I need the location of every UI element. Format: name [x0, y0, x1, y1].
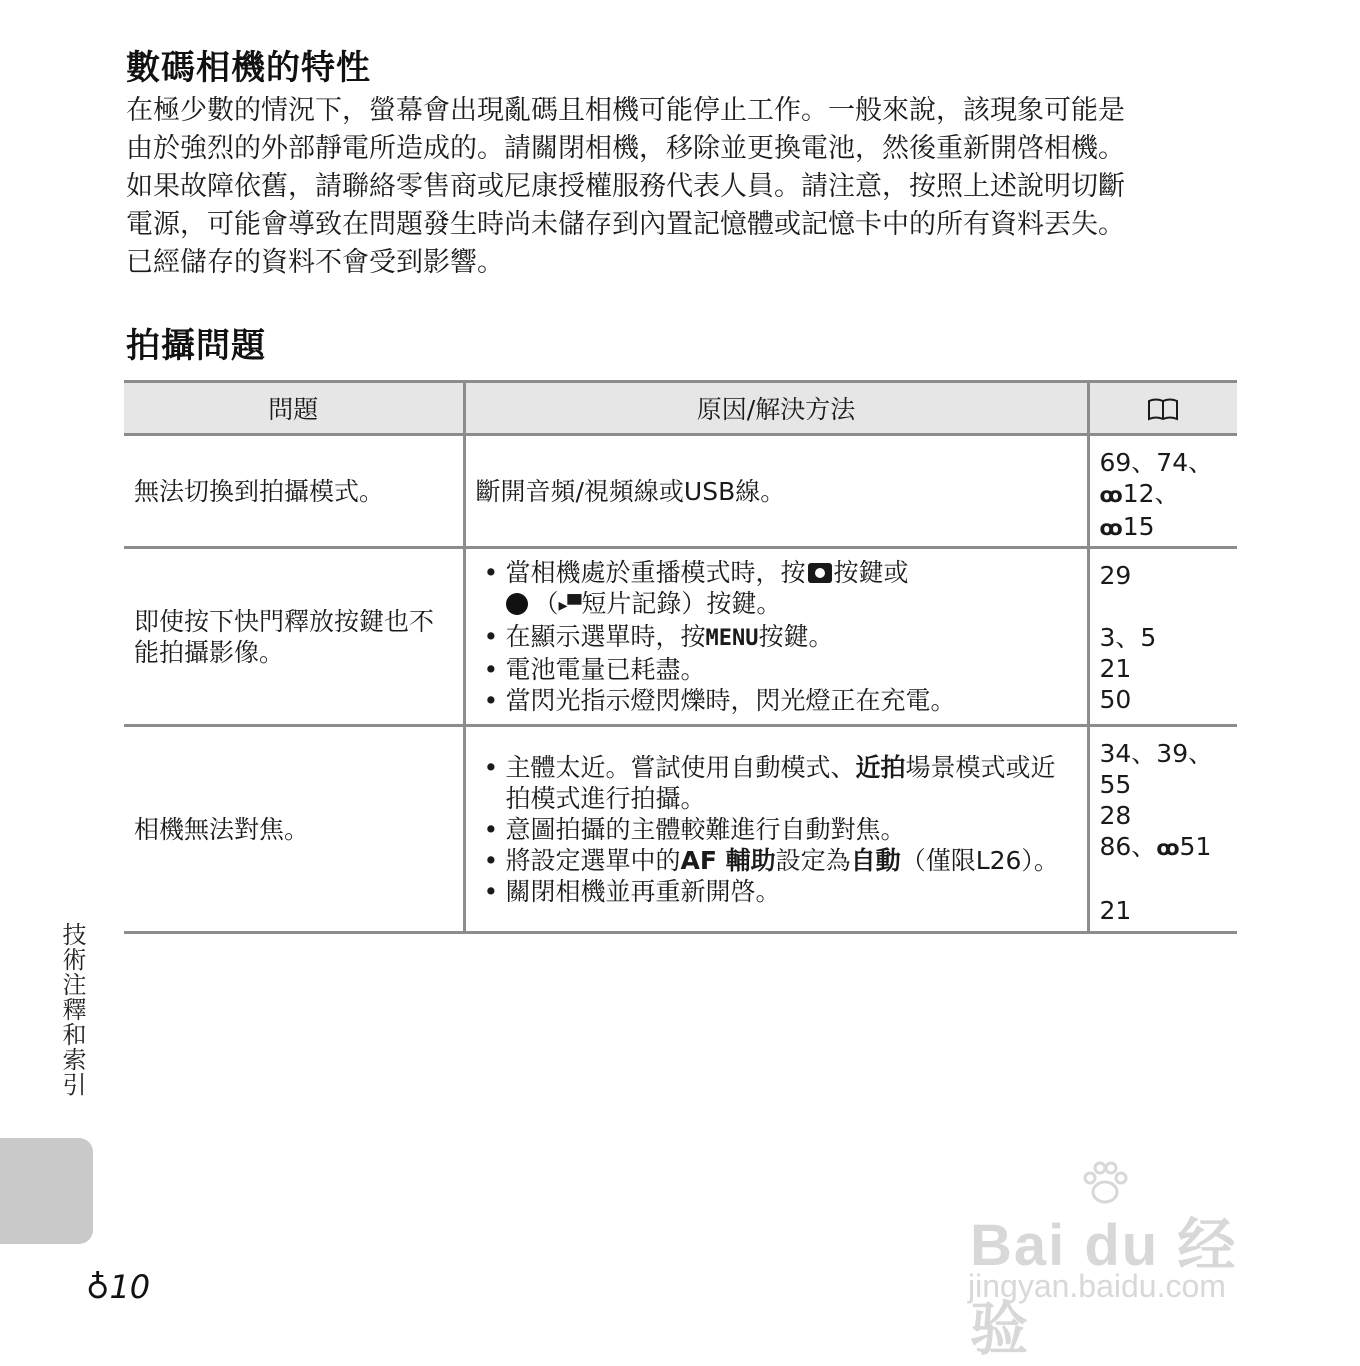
solution-cell: 斷開音頻/視頻線或USB線。 [464, 435, 1088, 548]
reference-section-icon: ꝏ [1099, 516, 1121, 540]
watermark-url: jingyan.baidu.com [968, 1268, 1226, 1304]
problem-cell: 相機無法對焦。 [124, 726, 464, 933]
page-number: ♁10 [86, 1268, 151, 1306]
page-ref: 29 [1099, 561, 1132, 590]
cause-item: • 當相機處於重播模式時，按 按鍵或 （▸▀短片記錄）按鍵。 [476, 557, 1077, 621]
header-problem: 問題 [124, 382, 464, 435]
troubleshooting-table [124, 380, 1237, 934]
reference-cell [1088, 726, 1237, 933]
page-ref: 34、39、 [1099, 739, 1214, 768]
chapter-tab [0, 1138, 93, 1244]
problem-cell: 無法切換到拍攝模式。 [124, 435, 464, 548]
problem-cell: 即使按下快門釋放按鍵也不能拍攝影像。 [124, 548, 464, 726]
page-ref: ꝏ12、 [1099, 479, 1180, 508]
camera-icon [808, 563, 832, 583]
features-paragraph [126, 92, 1238, 282]
page-ref: ꝏ15 [1099, 512, 1155, 541]
header-reference [1088, 382, 1237, 435]
reference-cell [1088, 548, 1237, 726]
cause-item: • 將設定選單中的AF 輔助設定為自動（僅限L26）。 [476, 845, 1077, 876]
reference-section-icon: ꝏ [1156, 836, 1178, 860]
page-ref: 55 [1099, 770, 1132, 799]
page-ref: 21 [1099, 896, 1132, 925]
page-ref: 50 [1099, 685, 1132, 714]
table-header-row [124, 382, 1237, 435]
watermark-brand: Bai du 经验 [970, 1213, 1238, 1362]
header-solution: 原因/解決方法 [464, 382, 1088, 435]
table-row [124, 435, 1237, 548]
page-ref: 21 [1099, 654, 1132, 683]
spacer [1100, 591, 1228, 622]
paragraph-line: 在極少數的情況下，螢幕會出現亂碼且相機可能停止工作。一般來說，該現象可能是 [126, 95, 1125, 126]
solution-cell [464, 548, 1088, 726]
movie-icon: ▸▀ [558, 595, 582, 616]
table-row [124, 548, 1237, 726]
chapter-side-label: 技術注釋和索引 [58, 922, 86, 1097]
section-title-shooting-issues: 拍攝問題 [126, 326, 266, 366]
page-ref: 69、74、 [1099, 448, 1214, 477]
lightbulb-icon: ♁ [86, 1268, 110, 1306]
reference-cell [1088, 435, 1237, 548]
page-ref: 86、ꝏ51 [1099, 832, 1212, 861]
reference-section-icon: ꝏ [1099, 483, 1121, 507]
cause-item: • 電池電量已耗盡。 [476, 654, 1077, 685]
page-ref: 28 [1099, 801, 1132, 830]
solution-cell [464, 726, 1088, 933]
menu-button-glyph: MENU [705, 626, 759, 651]
cause-item: • 在顯示選單時，按MENU按鍵。 [476, 621, 1077, 654]
cause-item: • 當閃光指示燈閃爍時，閃光燈正在充電。 [476, 685, 1077, 716]
section-title-features: 數碼相機的特性 [126, 48, 371, 88]
cause-item: • 意圖拍攝的主體較難進行自動對焦。 [476, 814, 1077, 845]
paragraph-line: 由於強烈的外部靜電所造成的。請關閉相機，移除並更換電池，然後重新開啓相機。 [126, 133, 1125, 164]
watermark [960, 1158, 1280, 1362]
spacer [1100, 864, 1228, 895]
paragraph-line: 如果故障依舊，請聯絡零售商或尼康授權服務代表人員。請注意，按照上述說明切斷 [126, 171, 1125, 202]
paragraph-line: 已經儲存的資料不會受到影響。 [126, 247, 504, 278]
record-icon [506, 593, 528, 615]
book-icon [1146, 398, 1180, 422]
paragraph-line: 電源，可能會導致在問題發生時尚未儲存到內置記憶體或記憶卡中的所有資料丟失。 [126, 209, 1125, 240]
page-ref: 3、5 [1099, 623, 1157, 652]
cause-item: • 關閉相機並再重新開啓。 [476, 876, 1077, 907]
table-row [124, 726, 1237, 933]
cause-item: • 主體太近。嘗試使用自動模式、近拍場景模式或近拍模式進行拍攝。 [476, 752, 1077, 814]
